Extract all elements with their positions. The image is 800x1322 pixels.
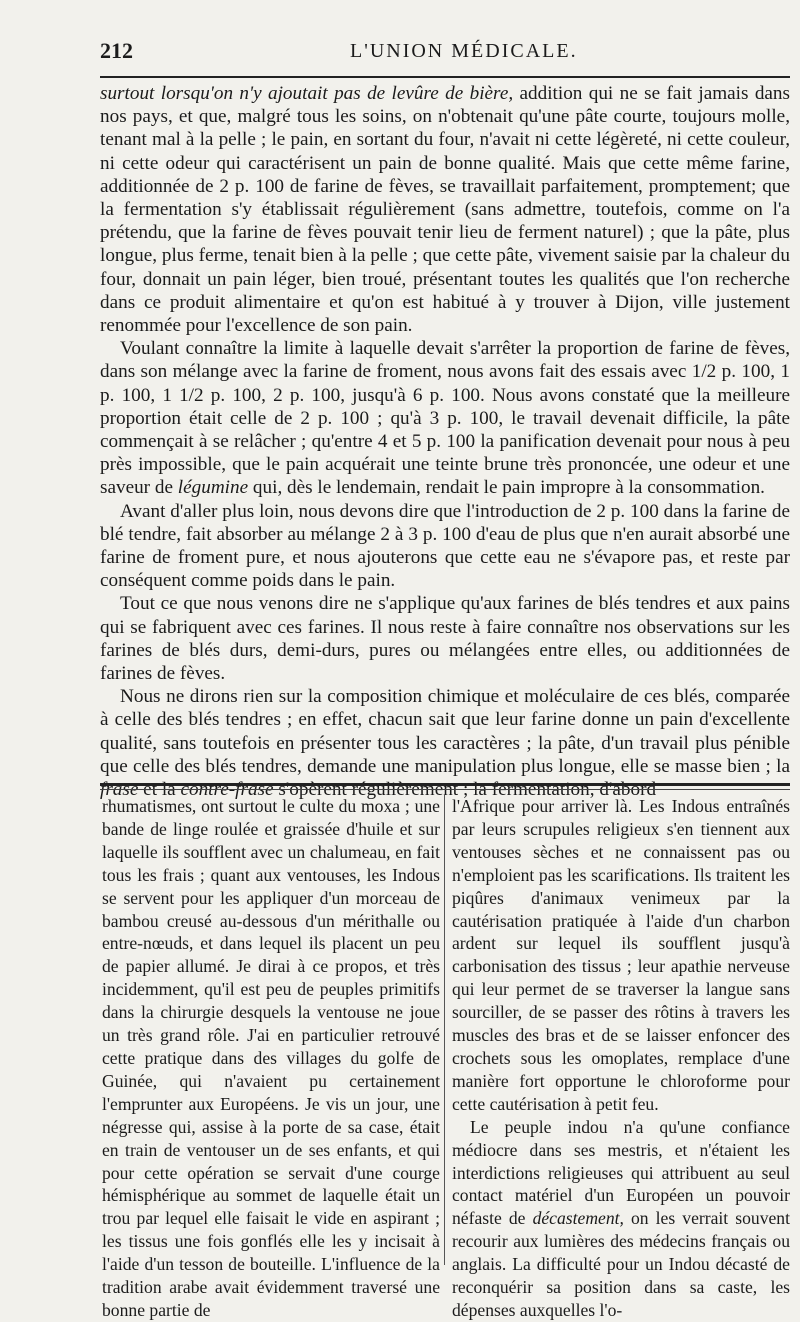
running-title: L'UNION MÉDICALE. (350, 40, 578, 62)
paragraph-text: on les verrait souvent recourir aux lumières des médecins français ou anglais. La difficulté pour un Indou décasté de reconquérir sa position dans sa caste, les dépenses auxquelles l'o- (452, 1208, 790, 1320)
italic-word: décastement, (532, 1208, 624, 1229)
article-paragraph (100, 82, 790, 337)
column-divider (444, 795, 445, 1265)
italic-word: légumine (177, 477, 249, 499)
main-article (100, 82, 790, 801)
page-header (100, 38, 790, 78)
paragraph-text: Le peuple indou n'a qu'une confiance médiocre dans ses mestris, et n'étaient les interdictions religieuses qui attribuent au seul contact matériel d'un Européen un pouvoir néfaste de (452, 1116, 790, 1229)
column-paragraph: l'Afrique pour arriver là. Les Indous entraînés par leurs scrupules religieux s'en tiennent aux ventouses sèches et ne connaissent pas ou n'emploient pas les scarifications. Ils traitent les piqûres d'animaux venimeux par la cautérisation pratiquée à l'aide d'un charbon ardent sur lequel ils soufflent jusqu'à carbonisation des tissus ; leur apathie nerveuse qui leur permet de se traverser la langue sans sourciller, de se passer des rôtins à travers les muscles des bras et de se laisser enfoncer des crochets sous les omoplates, remplace d'une manière fort opportune le chloroforme pour cette cautérisation à petit feu. (452, 796, 790, 1114)
column-paragraph: rhumatismes, ont surtout le culte du moxa ; une bande de linge roulée et graissée d'huile et sur laquelle ils soufflent avec un chalumeau, en fait tous les frais ; quant aux ventouses, les Indous se servent pour les appliquer d'un morceau de bambou creusé au-dessous d'un mérithalle ou entre-nœuds, et dans lequel ils placent un peu de papier allumé. Je dirai à ce propos, et très incidemment, qu'il est peu de peuples primitifs dans la chirurgie desquels la ventouse ne joue un très grand rôle. J'ai en particulier retrouvé cette pratique dans des villages du golfe de Guinée, qui n'avaient pu certainement l'emprunter aux Européens. Je vis un jour, une négresse qui, assise à la porte de sa case, était en train de ventouser un de ses enfants, et qui pour cette opération se servait d'une courge hémisphérique au sommet de laquelle était un trou par lequel elle faisait le vide en aspirant ; les tissus une fois gonflés elle les y incisait à l'aide d'un tesson de bouteille. L'influence de la tradition arabe avait évidemment traversé une bonne partie de (102, 796, 440, 1320)
italic-word: frase (100, 779, 139, 801)
page-number: 212 (100, 38, 133, 63)
paragraph-text: Nous ne dirons rien sur la composition chimique et moléculaire de ces blés, comparée à celle des blés tendres ; en effet, chacun sait que leur farine donne un pain d'excellente qualité, sans toutefois en présenter tous les caractères ; la pâte, d'un travail plus pénible que celle des blés tendres, demande une manipulation plus longue, elle se masse bien ; la (100, 686, 790, 777)
feuilleton-rule (100, 783, 790, 786)
italic-phrase: surtout lorsqu'on n'y ajoutait pas de levûre de bière, (100, 83, 514, 104)
feuilleton-left-column (102, 795, 440, 1322)
paragraph-text: qui, dès le lendemain, rendait le pain impropre à la consommation. (248, 477, 765, 499)
paragraph-text: addition qui ne se fait jamais dans nos pays, et que, malgré tous les soins, on n'obtenait qu'une pâte courte, toujours molle, tenant mal à la pelle ; le pain, en sortant du four, n'avait ni cette légèreté, ni cette couleur, ni cette odeur qui caractérisent un pain de bonne qualité. Mais que cette même farine, additionnée de 2 p. 100 de farine de fèves, se travaillait parfaitement, promptement; que la fermentation s'y établissait régulièrement (sans admettre, toutefois, comme on l'a prétendu, que la farine de fèves pouvait tenir lieu de ferment naturel) ; que la pâte, plus longue, plus ferme, tenait bien à la pelle ; que cette pâte, vivement saisie par la chaleur du four, donnait un pain léger, bien troué, présentant toutes les qualités que l'on recherche dans ce produit alimentaire et qu'on est habitué à y trouver à Dijon, ville justement renommée pour l'excellence de son pain. (100, 83, 790, 337)
header-rule (100, 76, 790, 78)
paragraph-text: Voulant connaître la limite à laquelle devait s'arrêter la proportion de farine de fèves, dans son mélange avec la farine de froment, nous avons fait des essais avec 1/2 p. 100, 1 p. 100, 1 1/2 p. 100, 2 p. 100, jusqu'à 6 p. 100. Nous avons constaté que la meilleure proportion était celle de 2 p. 100 ; qu'à 3 p. 100, le travail devenait difficile, la pâte commençait à se relâcher ; qu'entre 4 et 5 p. 100 la panification devenait pour nous à peu près impossible, que le pain acquérait une teinte brune très prononcée, une odeur et une saveur de (100, 338, 790, 499)
feuilleton-right-column (452, 795, 790, 1322)
italic-word: contre-frase (180, 779, 274, 801)
paragraph-text: s'opèrent régulièrement ; la fermentation, d'abord (273, 779, 657, 801)
article-paragraph: Tout ce que nous venons dire ne s'applique qu'aux farines de blés tendres et aux pains qui se fabriquent avec ces farines. Il nous reste à faire connaître nos observations sur les farines de blés durs, demi-durs, pures ou mélangées entre elles, ou additionnées de farines de fèves. (100, 593, 790, 685)
column-paragraph (452, 1116, 790, 1322)
feuilleton-rule-thin (100, 789, 790, 790)
article-paragraph (100, 337, 790, 499)
article-paragraph: Avant d'aller plus loin, nous devons dire que l'introduction de 2 p. 100 dans la farine de blé tendre, fait absorber au mélange 2 à 3 p. 100 d'eau de plus que n'en aurait absorbé une farine de froment pure, et nous ajouterons que cette eau ne s'évapore pas, et reste par conséquent comme poids dans le pain. (100, 500, 790, 592)
paragraph-text: et la (138, 779, 181, 801)
